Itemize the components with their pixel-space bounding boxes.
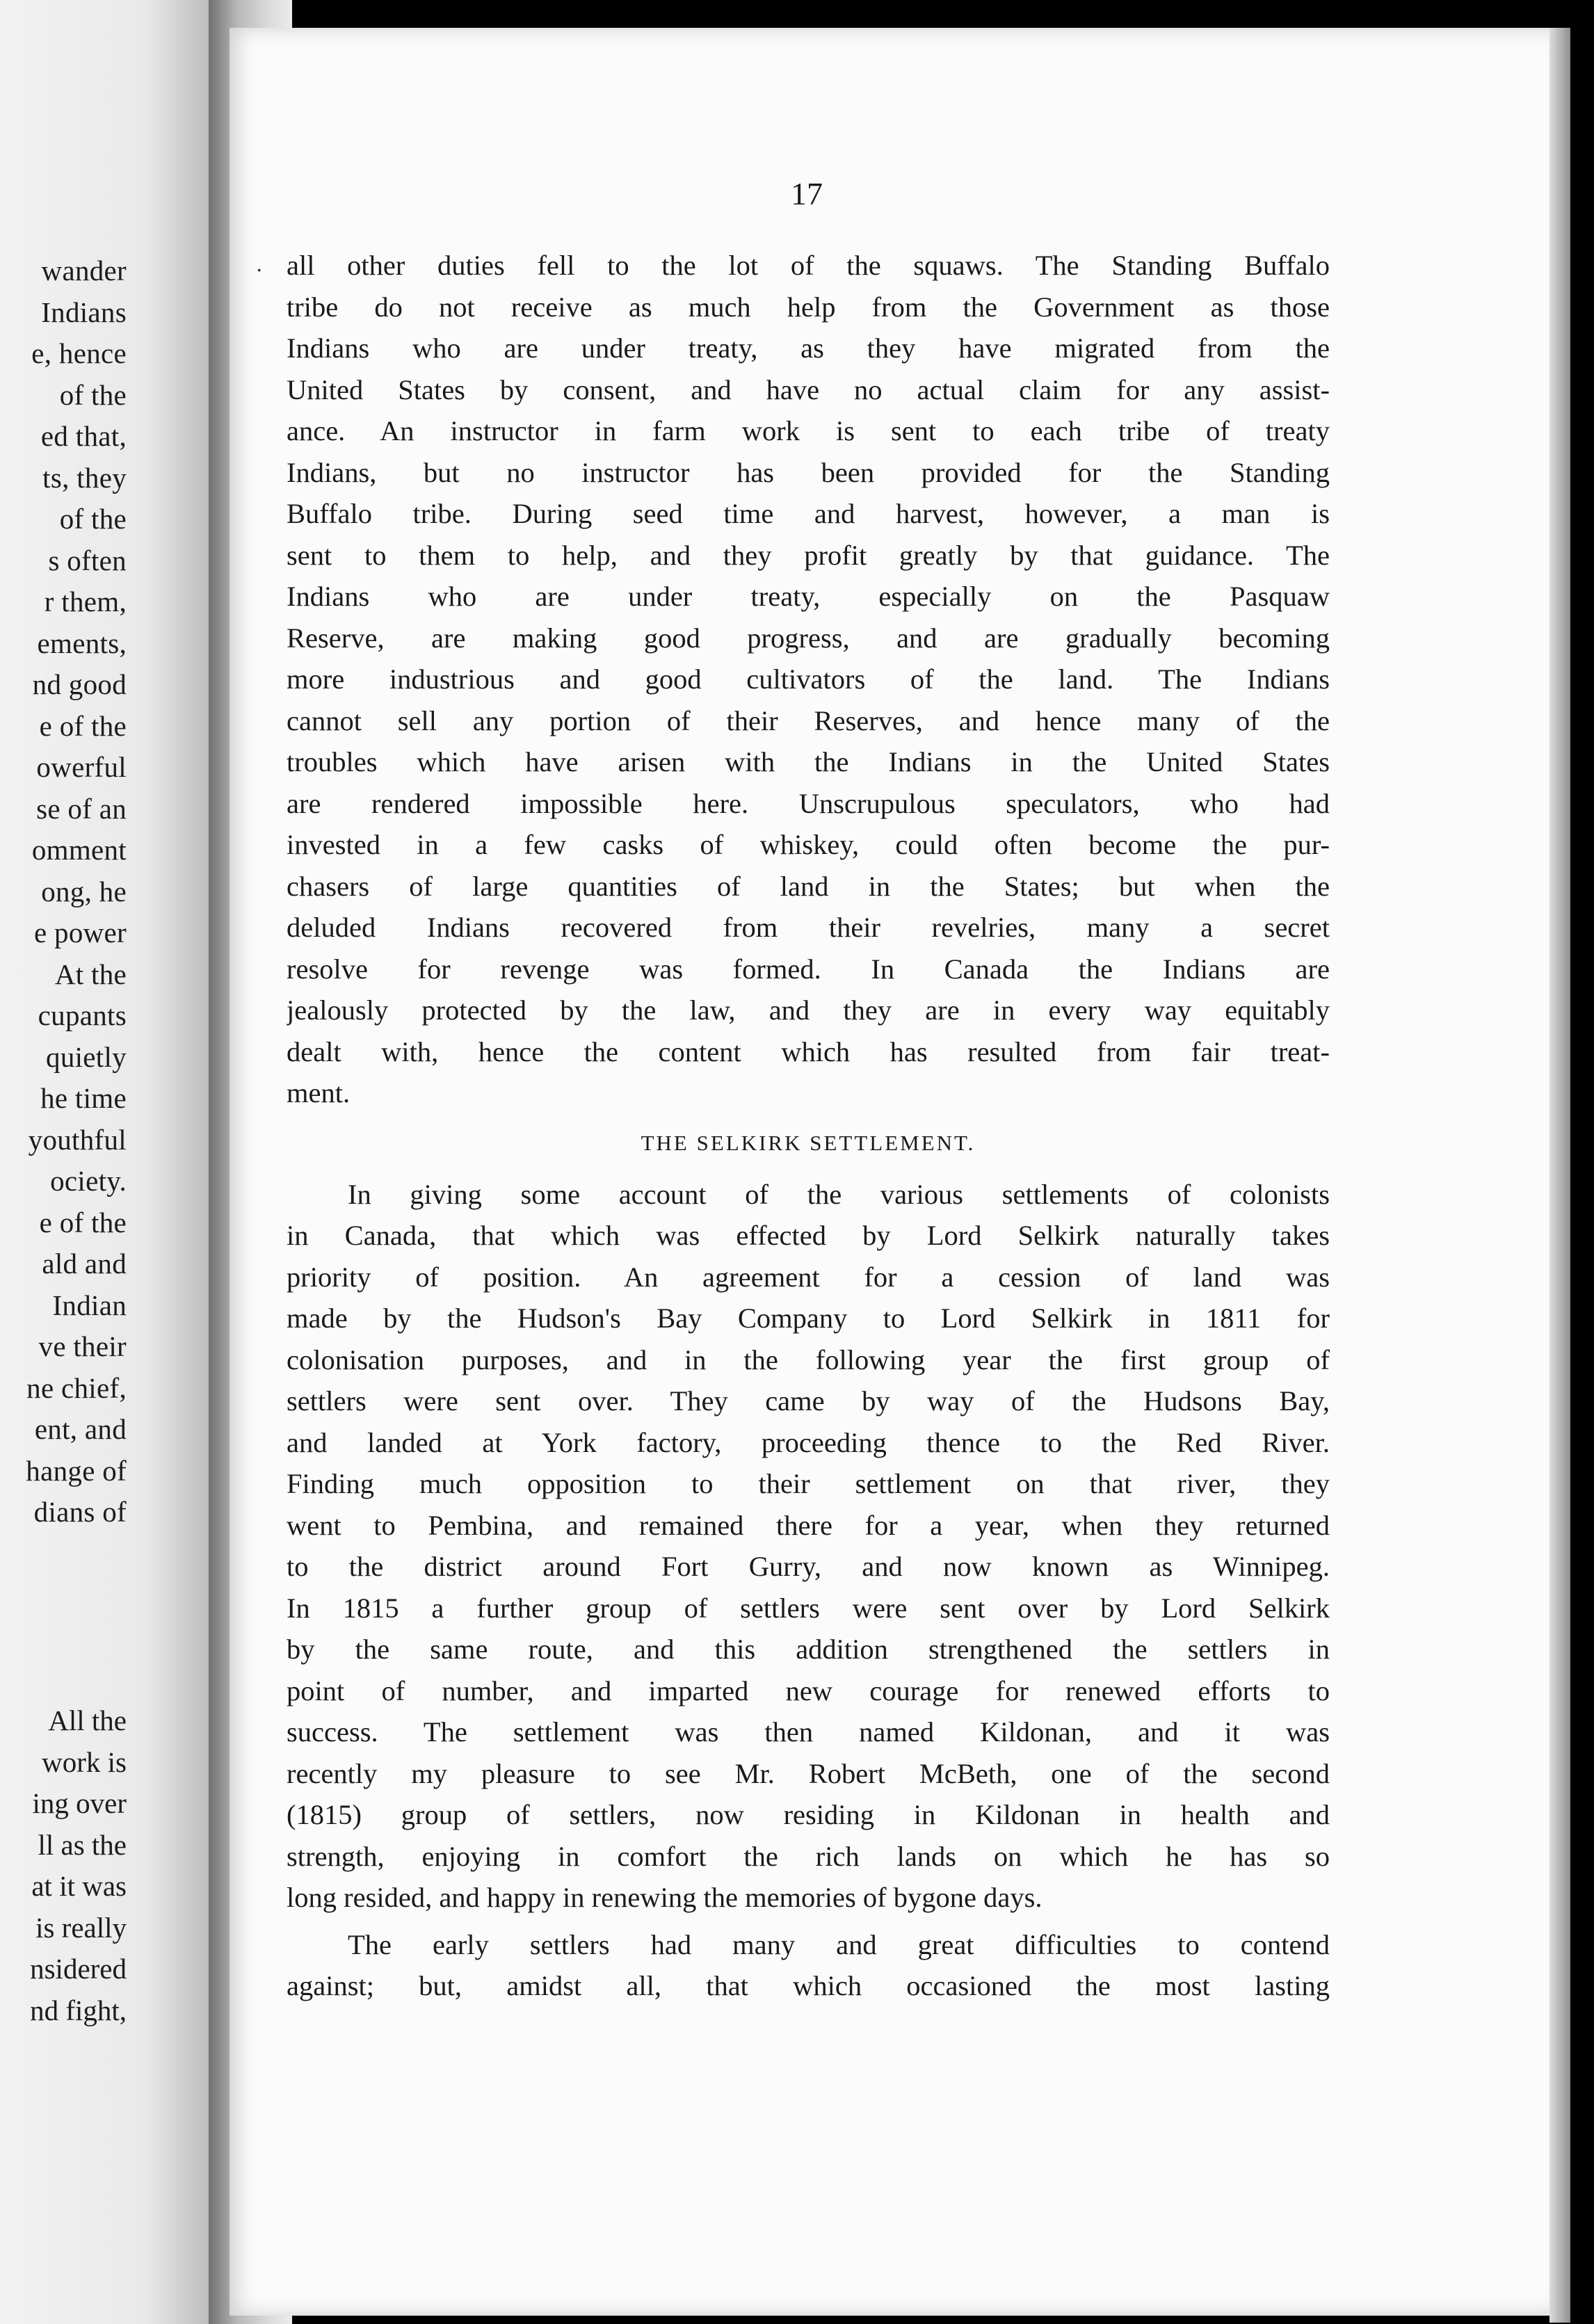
- text-line: jealously protected by the law, and they are in every way equitably: [287, 994, 1330, 1026]
- page-body: [287, 245, 1330, 2007]
- left-page-line: dians of: [33, 1496, 127, 1528]
- left-page-line: All the: [48, 1704, 127, 1736]
- text-line: to the district around Fort Gurry, and now known as Winnipeg.: [287, 1551, 1330, 1582]
- text-line: Indians who are under treaty, as they have migrated from the: [287, 332, 1330, 364]
- text-line: Finding much opposition to their settlement on that river, they: [287, 1468, 1330, 1499]
- left-page-line: omment: [31, 834, 127, 866]
- text-line: point of number, and imparted new courage for renewed efforts to: [287, 1675, 1330, 1706]
- left-page-line: youthful: [28, 1123, 127, 1156]
- left-page-line: cupants: [38, 999, 127, 1031]
- left-page-line: of the: [59, 378, 127, 411]
- text-line: chasers of large quantities of land in the States; but when the: [287, 870, 1330, 902]
- text-line: strength, enjoying in comfort the rich lands on which he has so: [287, 1840, 1330, 1872]
- left-page-line: Indian: [52, 1289, 127, 1321]
- left-page-text-bottom: [0, 1700, 209, 2031]
- left-page-line: work is: [42, 1745, 127, 1778]
- page-edge-shadow: [1549, 28, 1570, 2323]
- text-line: Indians who are under treaty, especially on the Pasquaw: [287, 581, 1330, 612]
- text-line: deluded Indians recovered from their revelries, many a secret: [287, 912, 1330, 943]
- left-page-line: nd good: [32, 668, 127, 700]
- left-page-line: se of an: [36, 792, 127, 825]
- text-line: In 1815 a further group of settlers were sent over by Lord Selkirk: [287, 1592, 1330, 1624]
- left-page-line: of the: [59, 503, 127, 535]
- text-line: cannot sell any portion of their Reserves, and hence many of the: [287, 704, 1330, 736]
- text-line: (1815) group of settlers, now residing in Kildonan in health and: [287, 1799, 1330, 1830]
- text-line: colonisation purposes, and in the following year the first group of: [287, 1343, 1330, 1375]
- left-page-line: nsidered: [30, 1953, 127, 1985]
- margin-dot: ·: [256, 259, 263, 283]
- text-line: ance. An instructor in farm work is sent to each tribe of treaty: [287, 415, 1330, 446]
- text-line: against; but, amidst all, that which occasioned the most lasting: [287, 1970, 1330, 2001]
- left-page-line: e of the: [39, 709, 127, 742]
- text-line: Indians, but no instructor has been provided for the Standing: [287, 456, 1330, 488]
- text-line: Reserve, are making good progress, and are gradually becoming: [287, 622, 1330, 654]
- text-line: went to Pembina, and remained there for a year, when they returned: [287, 1509, 1330, 1541]
- left-page-line: ements,: [37, 627, 127, 659]
- text-line: troubles which have arisen with the Indians in the United States: [287, 746, 1330, 777]
- text-line: are rendered impossible here. Unscrupulous speculators, who had: [287, 787, 1330, 819]
- page-number: 17: [791, 176, 823, 211]
- left-page-line: ent, and: [34, 1413, 127, 1445]
- left-page-line: nd fight,: [30, 1994, 127, 2026]
- left-page-text-top: [0, 250, 209, 1533]
- left-page-line: quietly: [46, 1040, 127, 1073]
- paragraph-standing-buffalo: [287, 245, 1330, 1114]
- text-line: long resided, and happy in renewing the memories of bygone days.: [287, 1882, 1042, 1913]
- left-page-line: r them,: [44, 586, 127, 618]
- left-page-line: hange of: [26, 1454, 127, 1487]
- left-page-line: at it was: [31, 1870, 127, 1902]
- text-line: by the same route, and this addition strengthened the settlers in: [287, 1633, 1330, 1665]
- text-line: priority of position. An agreement for a cession of land was: [287, 1261, 1330, 1293]
- left-page-line: s often: [48, 544, 127, 576]
- left-page-line: owerful: [36, 751, 127, 783]
- left-page-line: is really: [35, 1911, 127, 1944]
- text-line: sent to them to help, and they profit greatly by that guidance. The: [287, 539, 1330, 571]
- text-line: made by the Hudson's Bay Company to Lord Selkirk in 1811 for: [287, 1302, 1330, 1334]
- text-line: in Canada, that which was effected by Lord Selkirk naturally takes: [287, 1220, 1330, 1251]
- text-line: In giving some account of the various settlements of colonists: [348, 1178, 1330, 1210]
- left-page-line: ve their: [38, 1330, 127, 1362]
- text-line: invested in a few casks of whiskey, could often become the pur-: [287, 829, 1330, 860]
- paragraph-early-settlers: [287, 1924, 1330, 2007]
- left-page-line: ne chief,: [26, 1371, 127, 1404]
- left-page-line: ed that,: [40, 420, 127, 452]
- left-page-line: e of the: [39, 1206, 127, 1238]
- text-line: more industrious and good cultivators of the land. The Indians: [287, 663, 1330, 695]
- left-page-line: ing over: [32, 1787, 127, 1819]
- left-page-line: At the: [54, 958, 127, 990]
- text-line: resolve for revenge was formed. In Canada the Indians are: [287, 953, 1330, 985]
- text-line: dealt with, hence the content which has resulted from fair treat-: [287, 1035, 1330, 1067]
- left-page-line: he time: [40, 1082, 127, 1114]
- left-page-line: ong, he: [41, 875, 127, 907]
- left-page-line: ts, they: [42, 461, 127, 494]
- paragraph-gap: [287, 1919, 1330, 1924]
- text-line: The early settlers had many and great difficulties to contend: [348, 1928, 1330, 1960]
- left-page-line: e, hence: [31, 337, 127, 369]
- section-heading: THE SELKIRK SETTLEMENT.: [641, 1130, 976, 1155]
- left-page-line: ald and: [42, 1248, 127, 1280]
- text-line: all other duties fell to the lot of the squaws. The Standing Buffalo: [287, 250, 1330, 281]
- left-page-line: ll as the: [38, 1828, 127, 1861]
- text-line: success. The settlement was then named Kildonan, and it was: [287, 1716, 1330, 1748]
- text-line: United States by consent, and have no actual claim for any assist-: [287, 373, 1330, 405]
- text-line: tribe do not receive as much help from the Government as those: [287, 291, 1330, 323]
- left-page-line: ociety.: [50, 1165, 127, 1197]
- left-page-line: Indians: [41, 296, 127, 328]
- text-line: and landed at York factory, proceeding thence to the Red River.: [287, 1426, 1330, 1458]
- left-page-line: e power: [33, 917, 127, 949]
- text-line: ment.: [287, 1077, 351, 1108]
- left-page-line: wander: [41, 255, 127, 287]
- paragraph-selkirk-settlement: [287, 1174, 1330, 1919]
- left-page-fragment: [0, 0, 209, 2324]
- text-line: settlers were sent over. They came by way of the Hudsons Bay,: [287, 1385, 1330, 1417]
- text-line: recently my pleasure to see Mr. Robert McBeth, one of the second: [287, 1757, 1330, 1789]
- text-line: Buffalo tribe. During seed time and harvest, however, a man is: [287, 498, 1330, 529]
